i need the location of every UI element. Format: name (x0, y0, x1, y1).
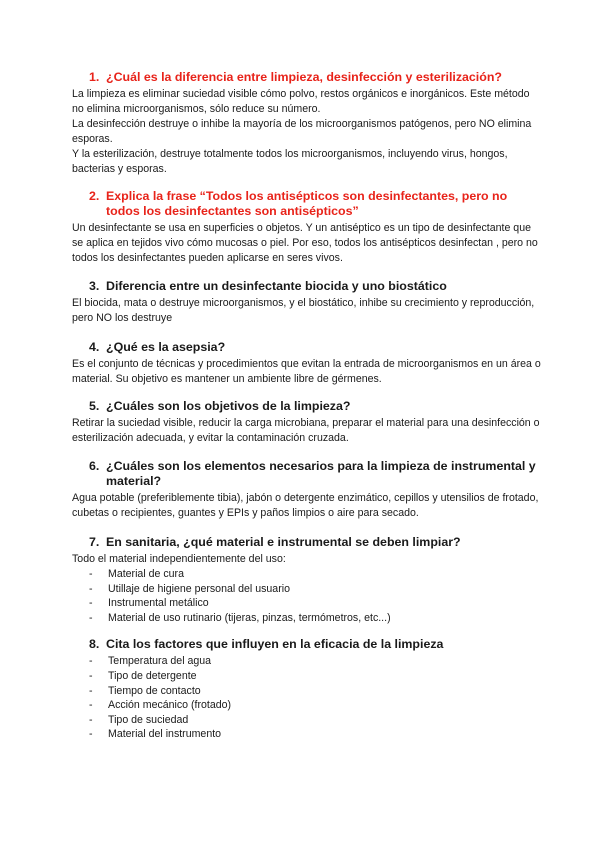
answer-paragraph: La limpieza es eliminar suciedad visible cómo polvo, restos orgánicos e inorgánicos. Este método no elimina microorganismos, sólo reduce su número. (72, 88, 530, 115)
dash-list (72, 567, 544, 625)
question-number: 1. (89, 70, 100, 84)
list-item: - Instrumental metálico (72, 596, 544, 611)
list-item: - Material de cura (72, 567, 544, 582)
dash-list (72, 654, 544, 742)
answer-intro: Todo el material independientemente del uso: (72, 553, 286, 565)
question-section-4 (72, 340, 544, 387)
list-item: - Acción mecánico (frotado) (72, 698, 544, 713)
question-number: 7. (89, 535, 100, 549)
question-heading-3 (89, 279, 544, 294)
question-number: 4. (89, 340, 100, 354)
list-item: - Material de uso rutinario (tijeras, pinzas, termómetros, etc...) (72, 611, 544, 626)
question-number: 2. (89, 189, 100, 203)
question-title: Diferencia entre un desinfectante biocida y uno biostático (106, 279, 447, 293)
question-title: Cita los factores que influyen en la eficacia de la limpieza (106, 637, 444, 652)
question-heading-5 (89, 399, 544, 414)
question-title: ¿Cuáles son los elementos necesarios para la limpieza de instrumental y material? (106, 459, 536, 488)
question-heading-7 (89, 535, 544, 550)
question-number: 6. (89, 459, 100, 473)
question-section-8 (72, 637, 544, 742)
answer-paragraph: Agua potable (preferiblemente tibia), jabón o detergente enzimático, cepillos y utensilios de frotado, cubetas o recipientes, guantes y EPIs y paños limpios o aire para secado. (72, 492, 539, 519)
question-heading-2 (89, 189, 544, 219)
question-title: ¿Cuáles son los objetivos de la limpieza? (106, 399, 351, 413)
question-heading-4 (89, 340, 544, 355)
question-heading-6 (89, 459, 544, 489)
question-heading-8 (89, 637, 544, 652)
question-title: En sanitaria, ¿qué material e instrumental se deben limpiar? (106, 535, 461, 549)
answer-paragraph: El biocida, mata o destruye microorganismos, y el biostático, inhibe su crecimiento y reproducción, pero NO los destruye (72, 297, 535, 324)
question-section-5 (72, 399, 544, 446)
list-item: - Tipo de detergente (72, 669, 544, 684)
list-item: - Material del instrumento (72, 727, 544, 742)
question-title: ¿Cuál es la diferencia entre limpieza, desinfección y esterilización? (106, 70, 502, 84)
answer-paragraph: Y la esterilización, destruye totalmente todos los microorganismos, incluyendo virus, hongos, bacterias y esporas. (72, 148, 508, 175)
answer-paragraph: Un desinfectante se usa en superficies o objetos. Y un antiséptico es un tipo de desinfectante que se aplica en tejidos vivo cómo mucosas o piel. Por eso, todos los antisépticos desinfectan , pero no todos los desinfectantes pueden aplicarse en seres vivos. (72, 222, 538, 264)
list-item: - Temperatura del agua (72, 654, 544, 669)
question-section-7 (72, 535, 544, 625)
question-title: Explica la frase “Todos los antisépticos son desinfectantes, pero no todos los desinfectantes son antisépticos” (106, 189, 508, 218)
question-number: 5. (89, 399, 100, 413)
answer-paragraph: La desinfección destruye o inhibe la mayoría de los microorganismos patógenos, pero NO elimina esporas. (72, 118, 532, 145)
list-item: - Tipo de suciedad (72, 713, 544, 728)
question-section-2 (72, 189, 544, 266)
question-heading-1 (89, 70, 544, 85)
question-number: 3. (89, 279, 100, 293)
answer-paragraph: Retirar la suciedad visible, reducir la carga microbiana, preparar el material para una desinfección o esterilización adecuada, y evitar la contaminación cruzada. (72, 417, 540, 444)
list-item: - Utillaje de higiene personal del usuario (72, 582, 544, 597)
question-section-6 (72, 459, 544, 521)
list-item: - Tiempo de contacto (72, 684, 544, 699)
question-number: 8. (89, 637, 100, 652)
question-section-1 (72, 70, 544, 177)
answer-paragraph: Es el conjunto de técnicas y procedimientos que evitan la entrada de microorganismos en un área o material. Su objetivo es mantener un ambiente libre de gérmenes. (72, 358, 541, 385)
question-section-3 (72, 279, 544, 326)
question-title: ¿Qué es la asepsia? (106, 340, 226, 354)
